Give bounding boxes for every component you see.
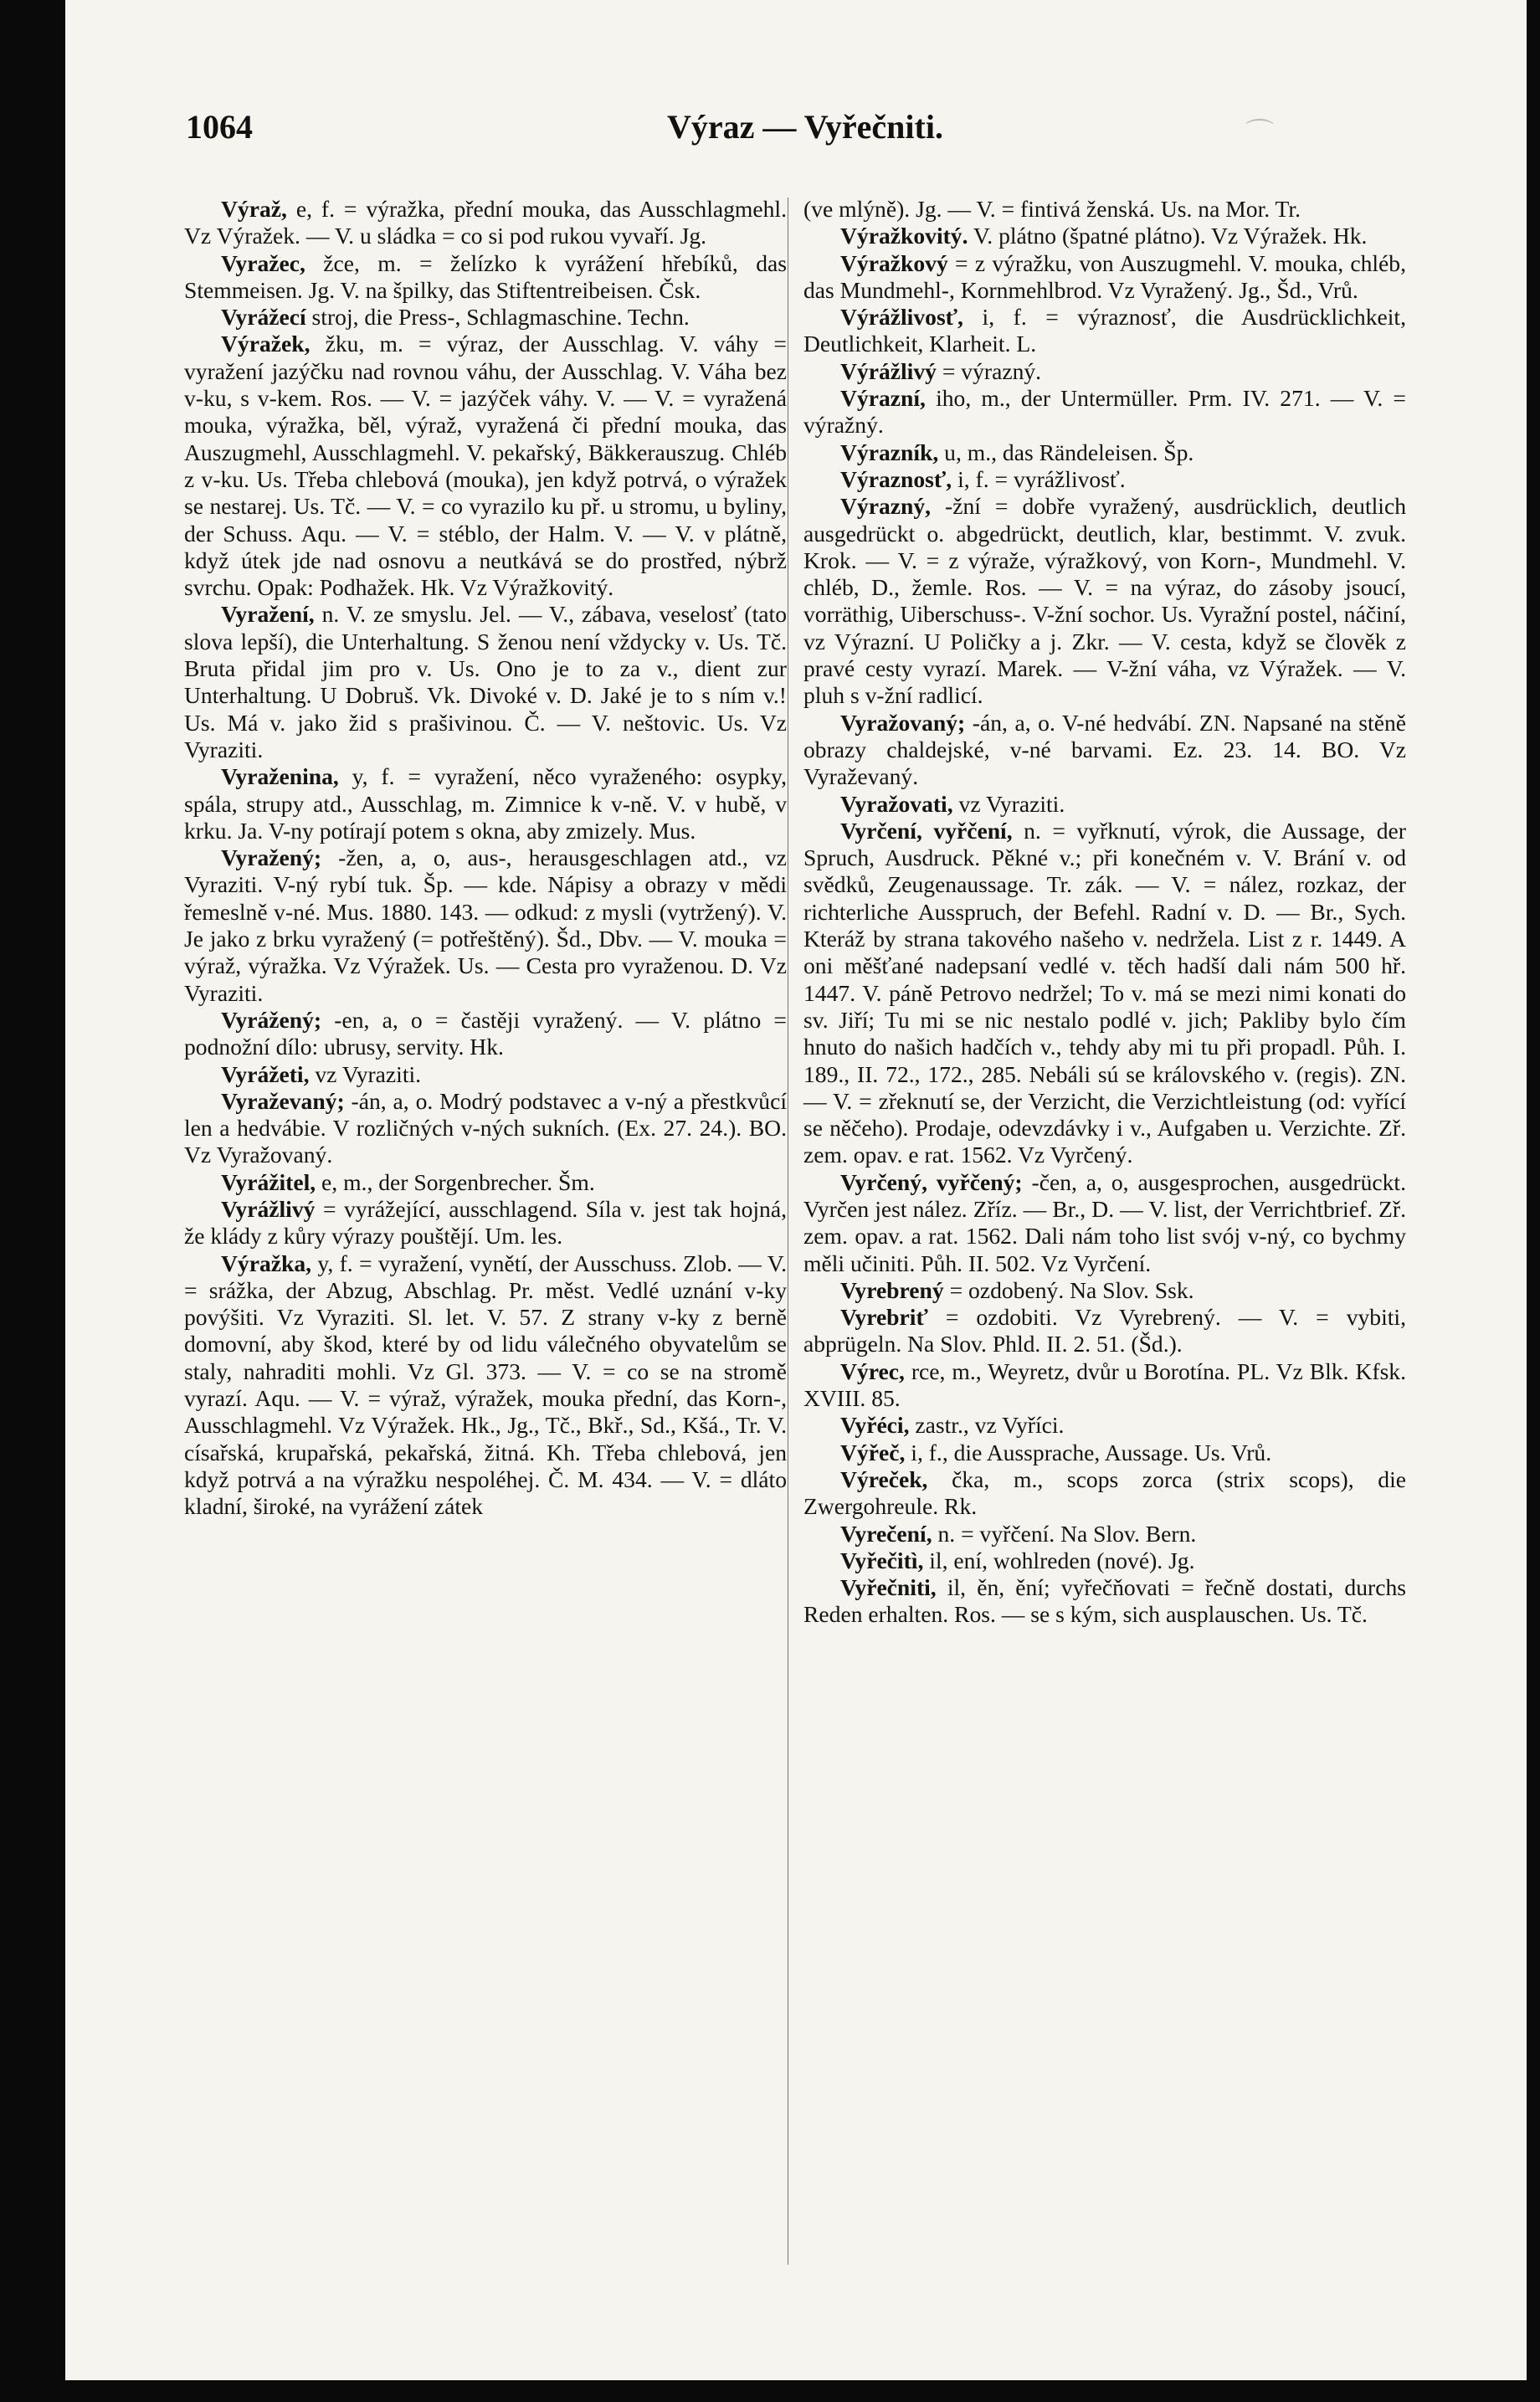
entry-text: -án, a, o. Modrý podstavec a v-ný a přestkvůcí len a hedvábie. V rozličných v-ných sukních. (Ex. 27. 24.). BO. Vz Vyražovaný. [184, 1087, 787, 1168]
entry-headword: Výražkovitý. [840, 223, 968, 249]
dictionary-entry [803, 385, 1406, 439]
entry-headword: Vyražec, [221, 249, 305, 276]
entry-text: iho, m., der Untermüller. Prm. IV. 271. — V. = výražný. [803, 385, 1406, 439]
entry-headword: Výrazník, [840, 439, 939, 465]
entry-text: = z výražku, von Auszugmehl. V. mouka, chléb, das Mundmehl-, Kornmehlbrod. Vz Vyražený. Jg., Šd., Vrů. [803, 249, 1406, 303]
entry-headword: Vyražení, [221, 601, 315, 628]
entry-headword: Vyrážlivý [221, 1195, 316, 1222]
entry-text: čka, m., scops zorca (strix scops), die Zwergohreule. Rk. [803, 1465, 1406, 1520]
entry-text: e, f. = výražka, přední mouka, das Ausschlagmehl. Vz Výražek. — V. u sládka = co si pod rukou vyvaří. Jg. [184, 196, 787, 249]
dictionary-entry [803, 1521, 1406, 1547]
entry-headword: Výreček, [840, 1465, 928, 1492]
entry-text: i, f. = vyrážlivosť. [952, 465, 1126, 492]
dictionary-entry [184, 250, 787, 305]
entry-text: stroj, die Press-, Schlagmaschine. Techn. [305, 304, 690, 331]
entry-text: e, m., der Sorgenbrecher. Šm. [316, 1168, 595, 1195]
entry-headword: Vyřečitì, [840, 1547, 924, 1573]
entry-headword: Výraž, [221, 196, 287, 222]
dictionary-entry [803, 791, 1406, 818]
right-column [803, 196, 1406, 1629]
dictionary-entry [803, 1440, 1406, 1466]
entry-text: = výrazný. [936, 357, 1042, 384]
dictionary-entry [184, 844, 787, 1007]
entry-text: -žen, a, o, aus-, herausgeschlagen atd., vz Vyraziti. V-ný rybí tuk. Šp. — kde. Nápisy a obrazy v mědi řemeslně v-né. Mus. 1880. 143. — odkud: z mysli (vytržený). V. Je jako z brku vyražený (= potřeštěný). Šd., Dbv. — V. mouka = výraž, výražka. Vz Výražek. Us. — Cesta pro vyraženou. D. Vz Vyraziti. [184, 844, 787, 1006]
dictionary-entry [803, 1547, 1406, 1574]
entry-headword: Výrážlivosť, [840, 304, 963, 331]
entry-headword: Vyrečení, [840, 1520, 932, 1547]
entry-text: V. plátno (špatné plátno). Vz Výražek. Hk. [968, 223, 1368, 249]
entry-headword: Vyrebrený [840, 1276, 944, 1303]
entry-text: -án, a, o. V-né hedvábí. ZN. Napsané na stěně obrazy chaldejské, v-né barvami. Ez. 23. 14. BO. Vz Vyraževaný. [803, 709, 1406, 790]
dictionary-entry [184, 601, 787, 763]
entry-headword: Vyřéci, [840, 1412, 910, 1439]
dictionary-entry [803, 1466, 1406, 1521]
page-header [186, 107, 1424, 149]
entry-headword: Vyrážeti, [221, 1060, 310, 1087]
entry-headword: Vyrážitel, [221, 1168, 316, 1195]
dictionary-entry [184, 196, 787, 250]
dictionary-entry [803, 223, 1406, 249]
entry-text: -čen, a, o, ausgesprochen, ausgedrückt. Vyrčen jest nález. Zříz. — Br., D. — V. list, der Verrichtbrief. Zř. zem. opav. a rat. 1562. Dali nám toho list svój v-ný, co bychmy měli učiniti. Půh. II. 502. Vz Vyrčení. [803, 1168, 1406, 1276]
dictionary-entry [803, 1358, 1406, 1413]
pencil-mark: ⌒ [1245, 119, 1274, 150]
entry-text: u, m., das Rändeleisen. Šp. [938, 439, 1194, 465]
entry-headword: Výrazný, [840, 493, 932, 520]
entry-text: n. = vyřknutí, výrok, die Aussage, der Spruch, Ausdruck. Pěkné v.; při konečném v. V. Brání v. od svědků, Zeugenaussage. Tr. zák. — V. = nález, rozkaz, der richterliche Ausspruch, der Befehl. Radní v. D. — Br., Sych. Kteráž by strana takového našeho v. nedržela. List z r. 1449. A oni měšťané nadepsaní vedlé v. těch hadší dali nám 500 hř. 1447. V. páně Petrovo nedržel; To v. má se mezi nimi konati do sv. Jiří; Tu mi se nic nestalo podlé v. jich; Pakliby bylo čím hnuto do našich hadčích v., tehdy aby mi tu při propadl. Půh. I. 189., II. 72., 172., 285. Nebáli sú se královského v. (regis). ZN. — V. = zřeknutí se, der Verzicht, die Verzichtleistung (od: vyřící se něčeho). Prodaje, odevzdávky i v., Aufgaben u. Verzichte. Zř. zem. opav. e rat. 1562. Vz Vyrčený. [803, 817, 1406, 1168]
entry-text: žku, m. = výraz, der Ausschlag. V. váhy = vyražení jazýčku nad rovnou váhu, der Ausschlag. V. Váha bez v-ku, s v-kem. Ros. — V. = jazýček váhy. V. — V. = vyražená mouka, výražka, běl, výraž, vyražená či přední mouka, das Auszugmehl, Ausschlagmehl. V. pekařský, Bäkkerauszug. Chléb z v-ku. Us. Třeba chlebová (mouka), jen když potrvá, o výražek se nestarej. Us. Tč. — V. = co vyrazilo ku př. u stromu, u byliny, der Schuss. Aqu. — V. = stéblo, der Halm. V. — V. v plátně, když útek jde nad osnovu a neutkává se do prostřed, nýbrž svrchu. Opak: Podhažek. Hk. Vz Výražkovitý. [184, 331, 787, 601]
entry-text: rce, m., Weyretz, dvůr u Borotína. PL. Vz Blk. Kfsk. XVIII. 85. [803, 1358, 1406, 1412]
entry-text: il, ěn, ění; vyřečňovati = řečně dostati, durchs Reden erhalten. Ros. — se s kým, sich ausplauschen. Us. Tč. [803, 1574, 1406, 1628]
entry-headword: Vyřečniti, [840, 1574, 937, 1601]
entry-text: = ozdobený. Na Slov. Ssk. [943, 1276, 1194, 1303]
entry-headword: Vyražovati, [840, 790, 953, 817]
entry-text: vz Vyraziti. [309, 1060, 422, 1087]
dictionary-entry [803, 1412, 1406, 1439]
dictionary-entry [803, 1304, 1406, 1358]
dictionary-entry [184, 1061, 787, 1088]
dictionary-entry [184, 1169, 787, 1196]
dictionary-entry [803, 1574, 1406, 1629]
entry-headword: Vyrčený, vyřčený; [840, 1168, 1023, 1195]
dictionary-entry [184, 331, 787, 601]
entry-text: -žní = dobře vyražený, ausdrücklich, deutlich ausgedrückt o. abgedrückt, deutlich, klar, bestimmt. V. zvuk. Krok. — V. = z výraže, výražkový, von Korn-, Mundmehl. V. chléb, D., žemle. Ros. — V. = na výraz, do zásoby jsoucí, vorräthig, Uiberschuss-. V-žní sochor. Us. Vyražní postel, náčiní, vz Výrazní. U Poličky a j. Zkr. — V. cesta, když se člověk z pravé cesty vyrazí. Marek. — V-žní váha, vz Výražek. — V. pluh s v-žní radlicí. [803, 493, 1406, 709]
entry-text: = ozdobiti. Vz Vyrebrený. — V. = vybiti, abprügeln. Na Slov. Phld. II. 2. 51. (Šd.). [803, 1304, 1406, 1358]
entry-text: -en, a, o = častěji vyražený. — V. plátno = podnožní dílo: ubrusy, servity. Hk. [184, 1006, 787, 1060]
dictionary-entry [184, 1196, 787, 1250]
entry-text: zastr., vz Vyříci. [909, 1412, 1065, 1439]
left-column [184, 196, 787, 1521]
dictionary-entry [803, 250, 1406, 305]
entry-text: n. = vyřčení. Na Slov. Bern. [932, 1520, 1197, 1547]
running-head: Výraz — Vyřečniti. [667, 108, 943, 146]
entry-headword: Výražek, [221, 331, 311, 357]
entry-headword: Výražka, [221, 1250, 312, 1276]
dictionary-entry [184, 1088, 787, 1169]
entry-text: vz Vyraziti. [952, 790, 1065, 817]
entry-text: y, f. = vyražení, něco vyraženého: osypky, spála, strupy atd., Ausschlag, m. Zimnice k v-ně. V. v hubě, v krku. Ja. V-ny potírají potem s okna, aby zmizely. Mus. [184, 763, 787, 844]
entry-headword: Vyrebriť [840, 1304, 928, 1331]
entry-text: = vyrážející, ausschlagend. Síla v. jest tak hojná, že klády z kůry výrazy pouštějí. Um. les. [184, 1195, 787, 1250]
entry-headword: Výražkový [840, 249, 948, 276]
page-number: 1064 [186, 108, 253, 146]
dictionary-entry [803, 304, 1406, 358]
scan-edge-right [1527, 0, 1540, 2402]
scan-edge-bottom [0, 2380, 1540, 2402]
dictionary-entry [184, 304, 787, 331]
entry-text: n. V. ze smyslu. Jel. — V., zábava, veselosť (tato slova lepší), die Unterhaltung. S ženou není vždycky v. Us. Tč. Bruta přidal jim pro v. Us. Ono je to za v., dient zur Unterhaltung. U Dobruš. Vk. Divoké v. D. Jaké je to s ním v.! Us. Má v. jako žid s prašivinou. Č. — V. neštovic. Us. Vz Vyraziti. [184, 601, 787, 762]
entry-text: y, f. = vyražení, vynětí, der Ausschuss. Zlob. — V. = srážka, der Abzug, Abschlag. Pr. měst. Vedlé uznání v-ky povýšiti. Vz Vyraziti. Sl. let. V. 57. Z strany v-ky z berně domovní, aby škod, které by od lidu válečného obyvatelům se staly, nahraditi mohli. Vz Gl. 373. — V. = co se na stromě vyrazí. Aqu. — V. = výraž, výražek, mouka přední, das Korn-, Ausschlagmehl. Vz Výražek. Hk., Jg., Tč., Bkř., Sd., Kšá., Tr. V. císařská, krupařská, pekařská, žitná. Kh. Třeba chlebová, jen když potrvá a na výražku nespoléhej. Č. M. 434. — V. = dláto kladní, široké, na vyrážení zátek [184, 1250, 787, 1520]
entry-headword: Vyraževaný; [221, 1087, 345, 1114]
entry-headword: Vyražovaný; [840, 709, 966, 736]
entry-headword: Vyrážený; [221, 1006, 322, 1033]
dictionary-entry [803, 493, 1406, 709]
entry-headword: Výrec, [840, 1358, 905, 1384]
entry-text: il, ení, wohlreden (nové). Jg. [923, 1547, 1195, 1573]
entry-text: i, f., die Aussprache, Aussage. Us. Vrů. [905, 1439, 1272, 1465]
entry-headword: Vyraženina, [221, 763, 339, 790]
entry-headword: Výrážlivý [840, 357, 937, 384]
dictionary-entry [803, 358, 1406, 385]
dictionary-entry [184, 763, 787, 844]
dictionary-entry [184, 1007, 787, 1061]
dictionary-entry [803, 710, 1406, 791]
dictionary-entry [184, 1250, 787, 1521]
entry-headword: Výrazní, [840, 385, 926, 412]
dictionary-entry [803, 466, 1406, 493]
entry-headword: Vyrážecí [221, 304, 306, 331]
entry-text: žce, m. = želízko k vyrážení hřebíků, das Stemmeisen. Jg. V. na špilky, das Stiftentreibeisen. Čsk. [184, 249, 787, 303]
entry-headword: Vyražený; [221, 844, 322, 871]
entry-headword: Výraznosť, [840, 465, 952, 492]
dictionary-entry [803, 1169, 1406, 1277]
scan-edge-left [0, 0, 65, 2402]
dictionary-entry [803, 818, 1406, 1169]
dictionary-entry [803, 439, 1406, 466]
entry-text: i, f. = výraznosť, die Ausdrücklichkeit, Deutlichkeit, Klarheit. L. [803, 304, 1406, 357]
entry-text: (ve mlýně). Jg. — V. = fintivá ženská. Us. na Mor. Tr. [803, 196, 1301, 222]
dictionary-entry [803, 1277, 1406, 1304]
entry-headword: Výřeč, [840, 1439, 906, 1465]
dictionary-entry [803, 196, 1406, 223]
entry-headword: Vyrčení, vyřčení, [840, 817, 1013, 844]
